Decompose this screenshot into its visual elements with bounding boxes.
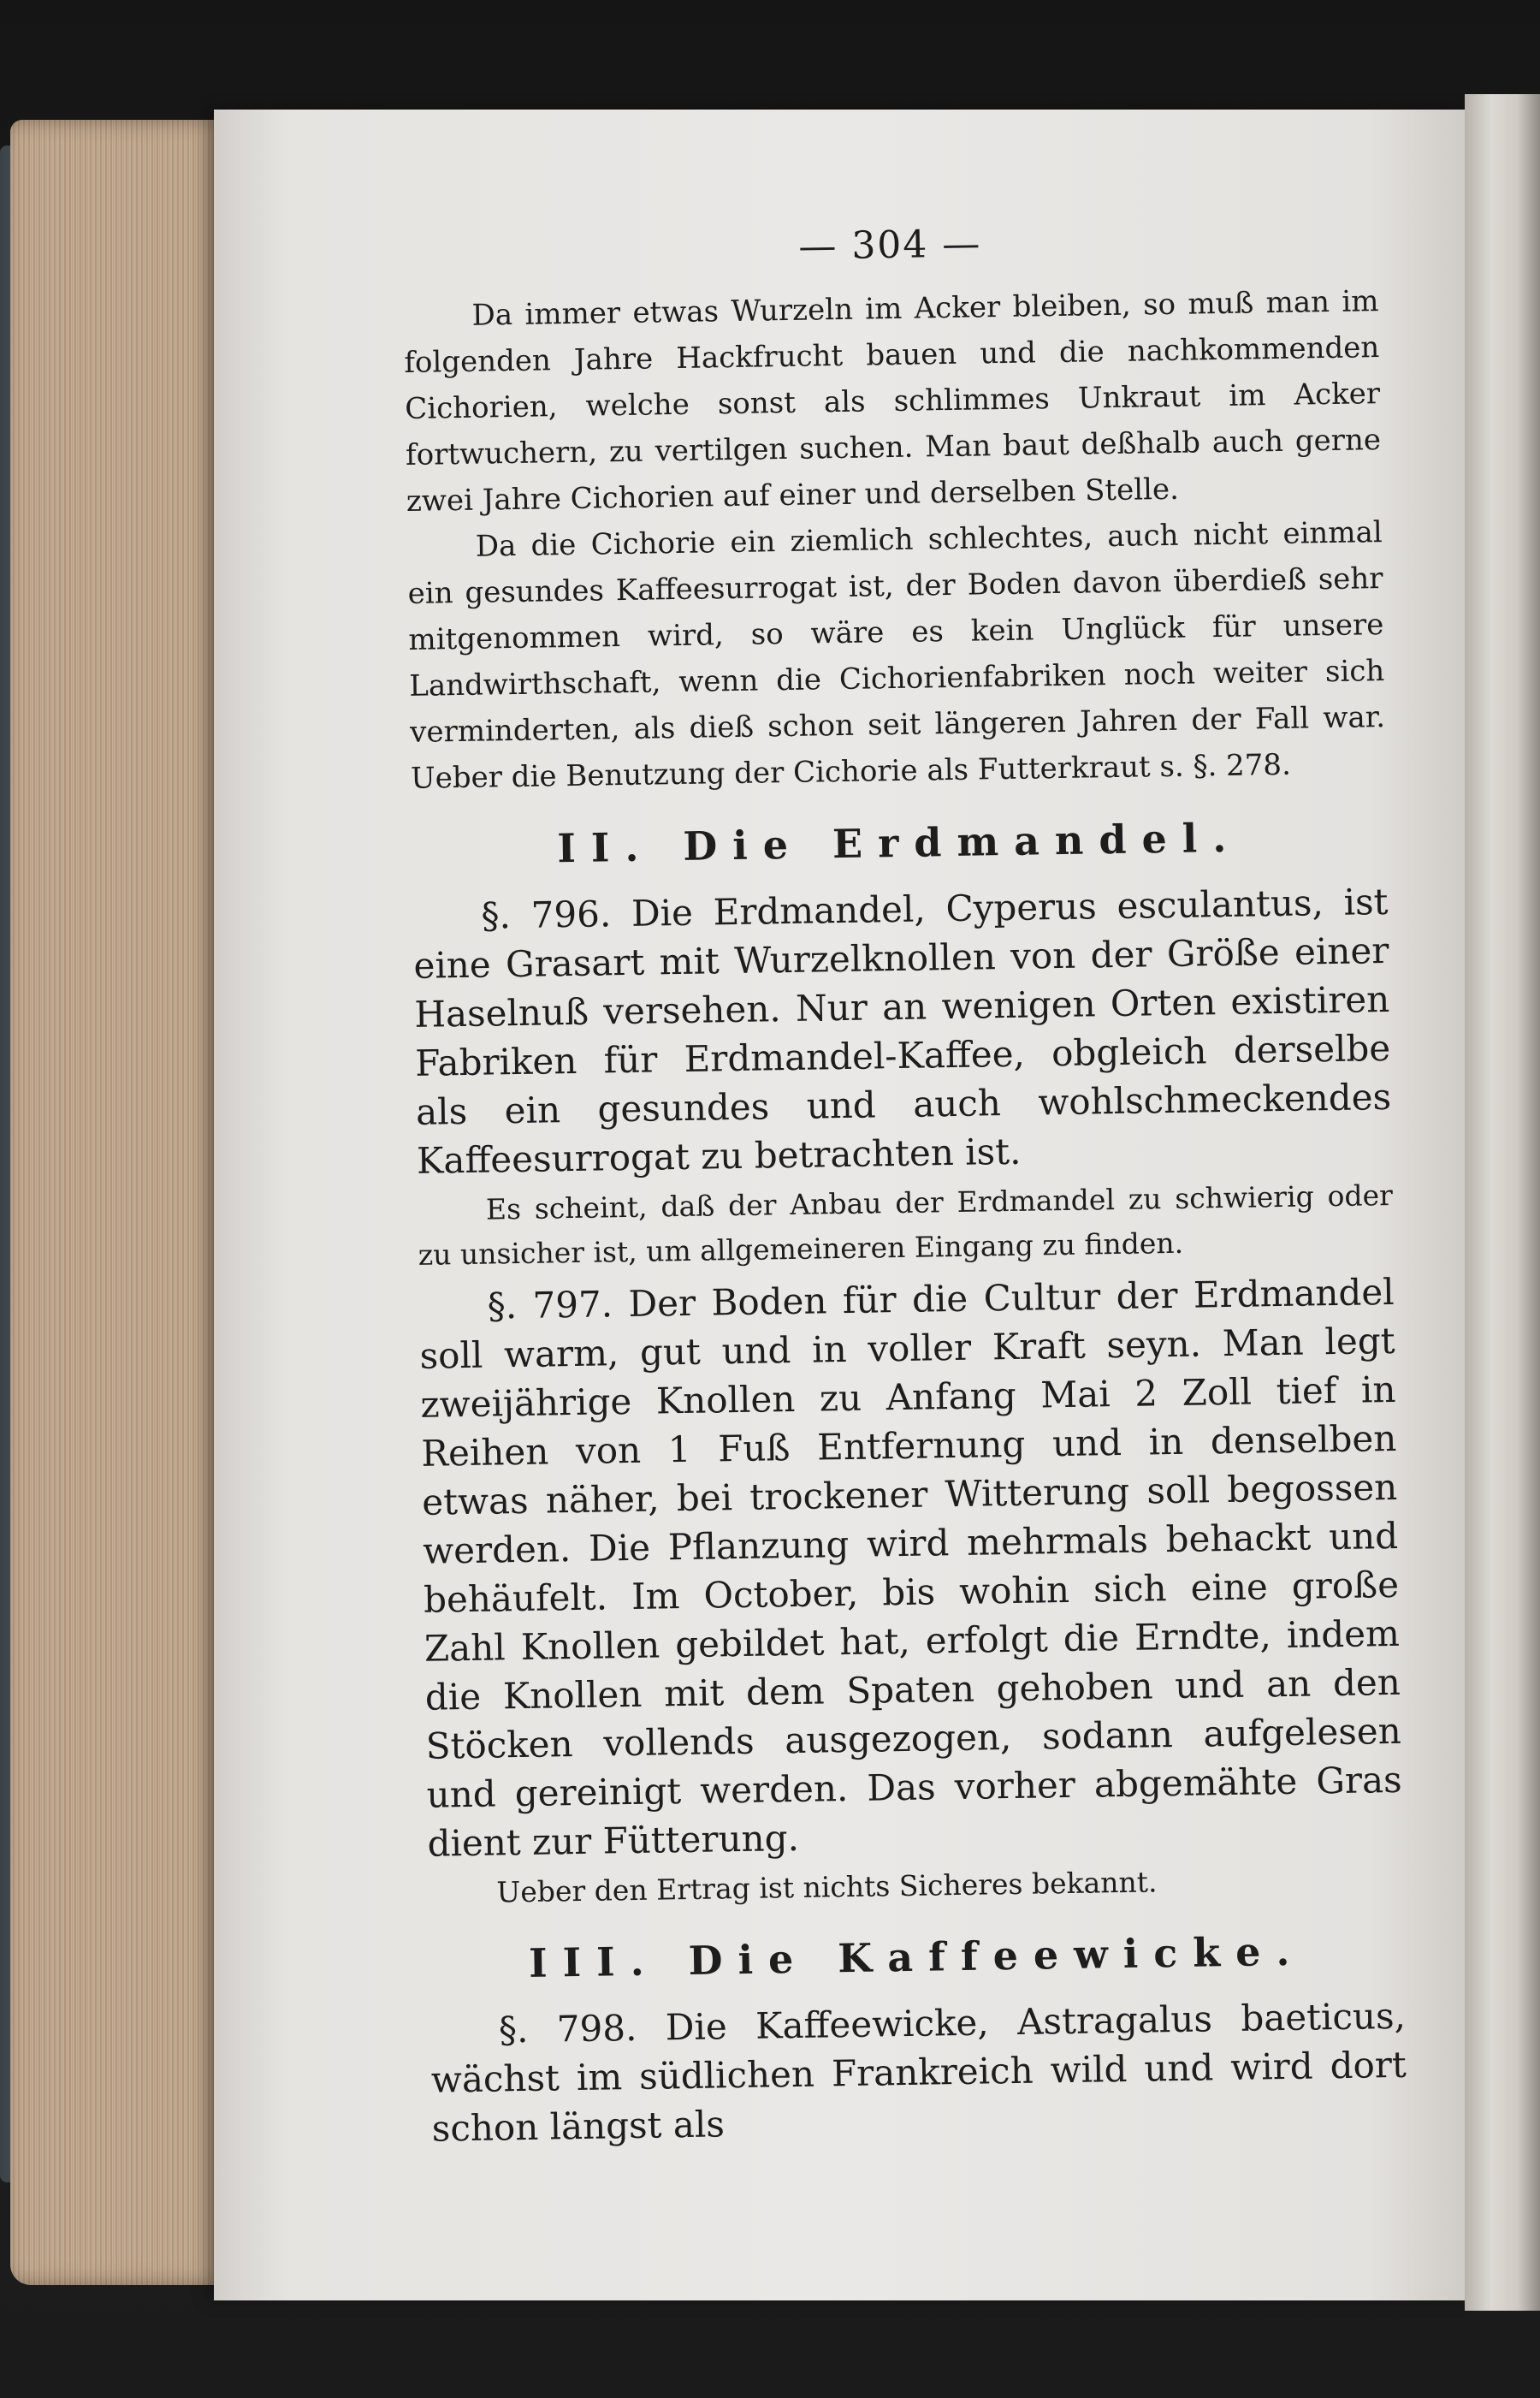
paragraph-intro-2: Da die Cichorie ein ziemlich schlechtes, auch nicht einmal ein gesundes Kaffeesurrogat ist, der Boden davon überdieß sehr mitgenommen wird, so wäre es kein Unglück für unsere Landwirthschaft, wenn die Cichorienfabriken noch weiter sich verminderten, als dieß schon seit längeren Jahren der Fall war. Ueber die Benutzung der Cichorie als Futterkraut s. §. 278.	[407, 515, 1386, 796]
section-heading-kaffeewicke: III. Die Kaffeewicke.	[528, 1927, 1306, 1986]
paragraph-798: §. 798. Die Kaffeewicke, Astragalus baeticus, wächst im südlichen Frankreich wild und wird dort schon längst als	[430, 1994, 1407, 2150]
page-number: — 304 —	[797, 222, 982, 269]
paragraph-797: §. 797. Der Boden für die Cultur der Erdmandel soll warm, gut und in voller Kraft seyn. Man legt zweijährige Knollen zu Anfang Mai 2 Zoll tief in Reihen von 1 Fuß Entfernung und in denselben etwas näher, bei trockener Witterung soll begossen werden. Die Pflanzung wird mehrmals behackt und behäufelt. Im October, bis wohin sich eine große Zahl Knollen gebildet hat, erfolgt die Erndte, indem die Knollen mit dem Spaten gehoben und an den Stöcken vollends ausgezogen, sodann aufgelesen und gereinigt werden. Das vorher abgemähte Gras dient zur Fütterung.	[419, 1270, 1402, 1865]
page-edges	[10, 120, 224, 2285]
note-796: Es scheint, daß der Anbau der Erdmandel zu schwierig oder zu unsicher ist, um allgemeineren Eingang zu finden.	[418, 1178, 1394, 1272]
section-heading-erdmandel: II. Die Erdmandel.	[556, 814, 1242, 872]
page-text	[402, 216, 1407, 2153]
paragraph-intro-1: Da immer etwas Wurzeln im Acker bleiben, so muß man im folgenden Jahre Hackfrucht bauen und die nachkommenden Cichorien, welche sonst als schlimmes Unkraut im Acker fortwuchern, zu vertilgen suchen. Man baut deßhalb auch gerne zwei Jahre Cichorien auf einer und derselben Stelle.	[404, 284, 1382, 519]
paragraph-796: §. 796. Die Erdmandel, Cyperus esculantus, ist eine Grasart mit Wurzelknollen von der Größe einer Haselnuß versehen. Nur an wenigen Orten existiren Fabriken für Erdmandel-Kaffee, obgleich derselbe als ein gesundes und auch wohlschmeckendes Kaffeesurrogat zu betrachten ist.	[413, 880, 1392, 1182]
note-797: Ueber den Ertrag ist nichts Sicheres bekannt.	[496, 1865, 1158, 1909]
facing-page-edge	[1465, 94, 1540, 2311]
